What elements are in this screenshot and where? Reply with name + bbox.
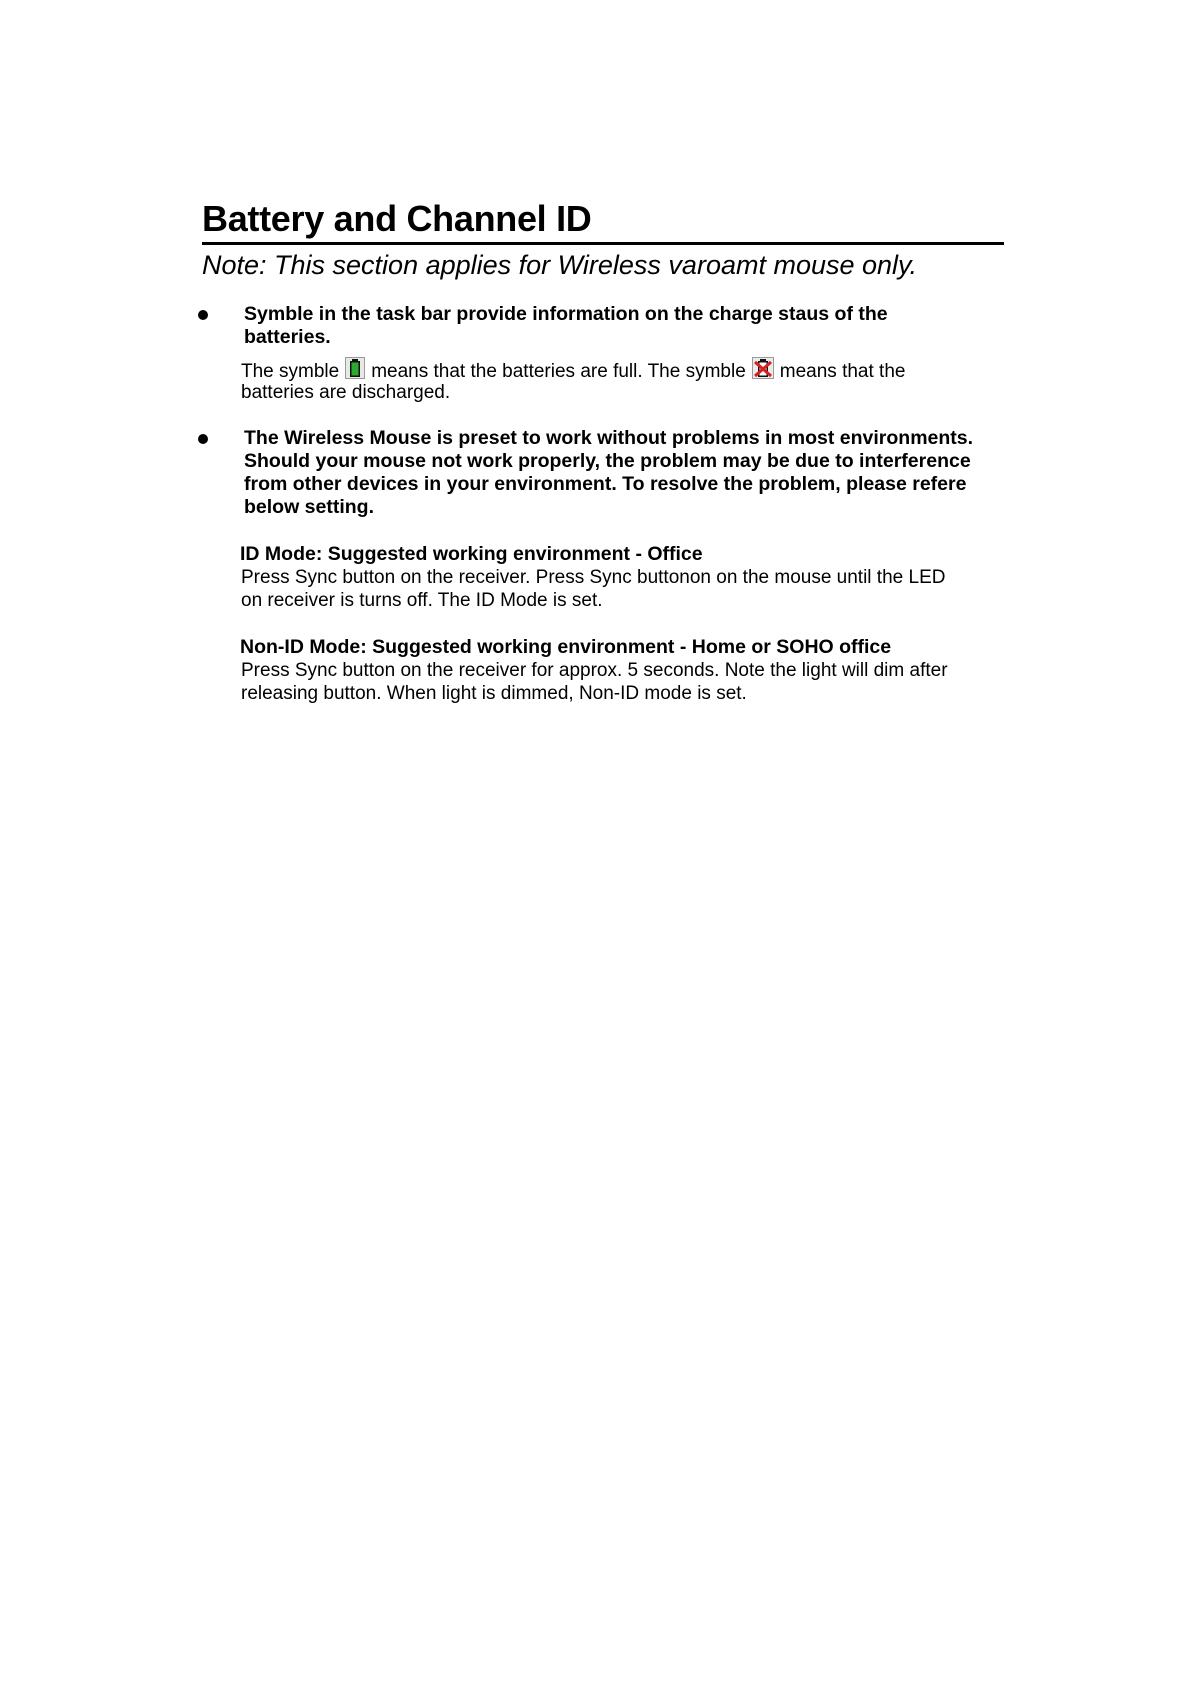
id-mode-line1: Press Sync button on the receiver. Press Sync buttonon on the mouse until the LED bbox=[241, 567, 946, 588]
bullet-2 bbox=[198, 434, 208, 444]
bullet-1 bbox=[198, 310, 208, 320]
section2-heading-line4: below setting. bbox=[244, 496, 375, 518]
non-id-mode-line2: releasing button. When light is dimmed, Non-ID mode is set. bbox=[241, 683, 747, 704]
section2-heading-line2: Should your mouse not work properly, the problem may be due to interference bbox=[244, 450, 971, 472]
page-title: Battery and Channel ID bbox=[202, 198, 592, 239]
battery-text-line2: batteries are discharged. bbox=[241, 382, 451, 403]
battery-text-part3: means that the bbox=[779, 361, 906, 382]
battery-discharged-icon bbox=[752, 357, 774, 385]
section-note: Note: This section applies for Wireless varoamt mouse only. bbox=[202, 250, 918, 280]
battery-text-part1: The symble bbox=[241, 361, 340, 382]
section1-heading-line2: batteries. bbox=[244, 326, 331, 348]
id-mode-heading: ID Mode: Suggested working environment - Office bbox=[240, 543, 703, 565]
section2-heading-line1: The Wireless Mouse is preset to work without problems in most environments. bbox=[244, 427, 974, 449]
section2-heading-line3: from other devices in your environment. To resolve the problem, please refere bbox=[244, 473, 967, 495]
section1-heading-line1: Symble in the task bar provide information on the charge staus of the bbox=[244, 303, 888, 325]
title-underline bbox=[202, 242, 1004, 245]
battery-text-part2: means that the batteries are full. The symble bbox=[371, 361, 746, 382]
id-mode-line2: on receiver is turns off. The ID Mode is set. bbox=[241, 590, 603, 611]
non-id-mode-line1: Press Sync button on the receiver for approx. 5 seconds. Note the light will dim after bbox=[241, 660, 948, 681]
non-id-mode-heading: Non-ID Mode: Suggested working environment - Home or SOHO office bbox=[240, 636, 892, 658]
